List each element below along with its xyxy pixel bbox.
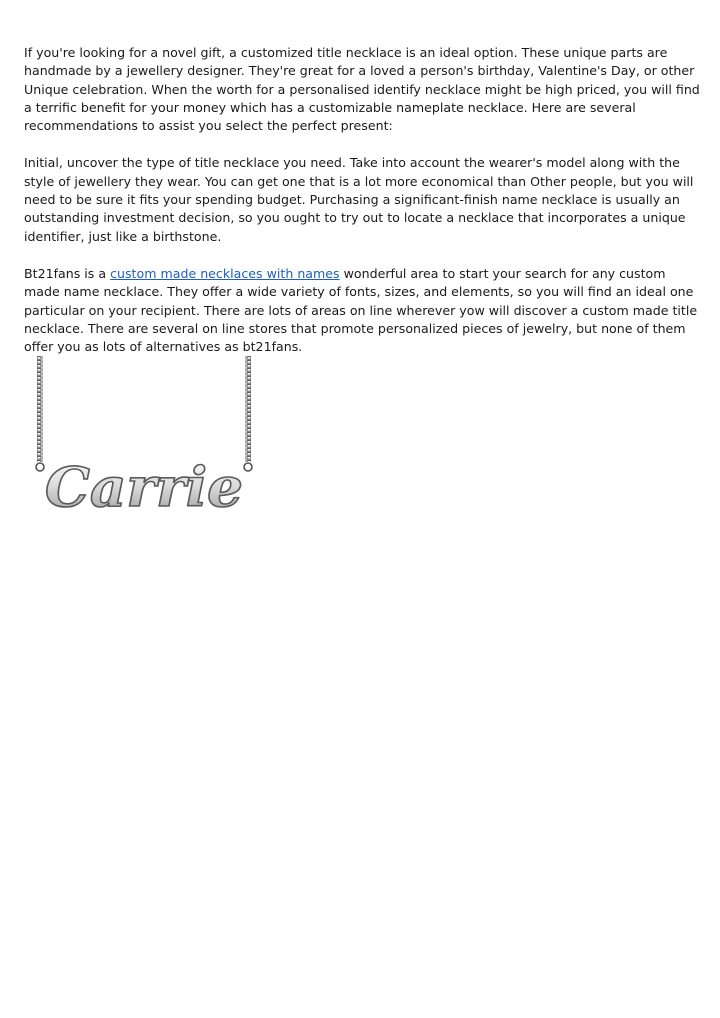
right-jump-ring [244, 463, 252, 471]
article-body [24, 44, 700, 375]
left-chain [37, 356, 43, 462]
paragraph-bt21fans-rest: wonderful area to start your search for any custom made name necklace. They offer a wide variety of fonts, sizes, and elements, so you will find an ideal one particular on your recipient. There are lots of areas on line wherever yow will discover a custom made title necklace. There are several on line stores that promote personalized pieces of jewelry, but none of them offer you as lots of alternatives as bt21fans. [24, 265, 698, 355]
right-chain [245, 356, 251, 462]
paragraph-bt21fans-lead: Bt21fans is a [24, 265, 111, 281]
paragraph-choose-type: Initial, uncover the type of title necklace you need. Take into account the wearer's model along with the style of jewellery they wear. You can get one that is a lot more economical than Other people, but you will need to be sure it fits your spending budget. Purchasing a significant-finish name necklace is usually an outstanding investment decision, so you ought to try out to locate a necklace that incorporates a unique identifier, just like a birthstone. [24, 155, 694, 244]
paragraph-intro: If you're looking for a novel gift, a customized title necklace is an ideal option. These unique parts are handmade by a jewellery designer. They're great for a loved a person's birthday, Valentine's Day, or other Unique celebration. When the worth for a personalised identify necklace might be high priced, you will find a terrific benefit for your money which has a customizable nameplate necklace. Here are several recommendations to assist you select the perfect present: [24, 45, 700, 134]
name-necklace-illustration [30, 356, 262, 526]
paragraph-bt21fans [24, 265, 700, 356]
name-necklace-image [30, 356, 262, 526]
pendant-name: Carrie [45, 455, 243, 519]
left-jump-ring [36, 463, 44, 471]
custom-necklaces-link[interactable]: custom made necklaces with names [110, 265, 340, 281]
